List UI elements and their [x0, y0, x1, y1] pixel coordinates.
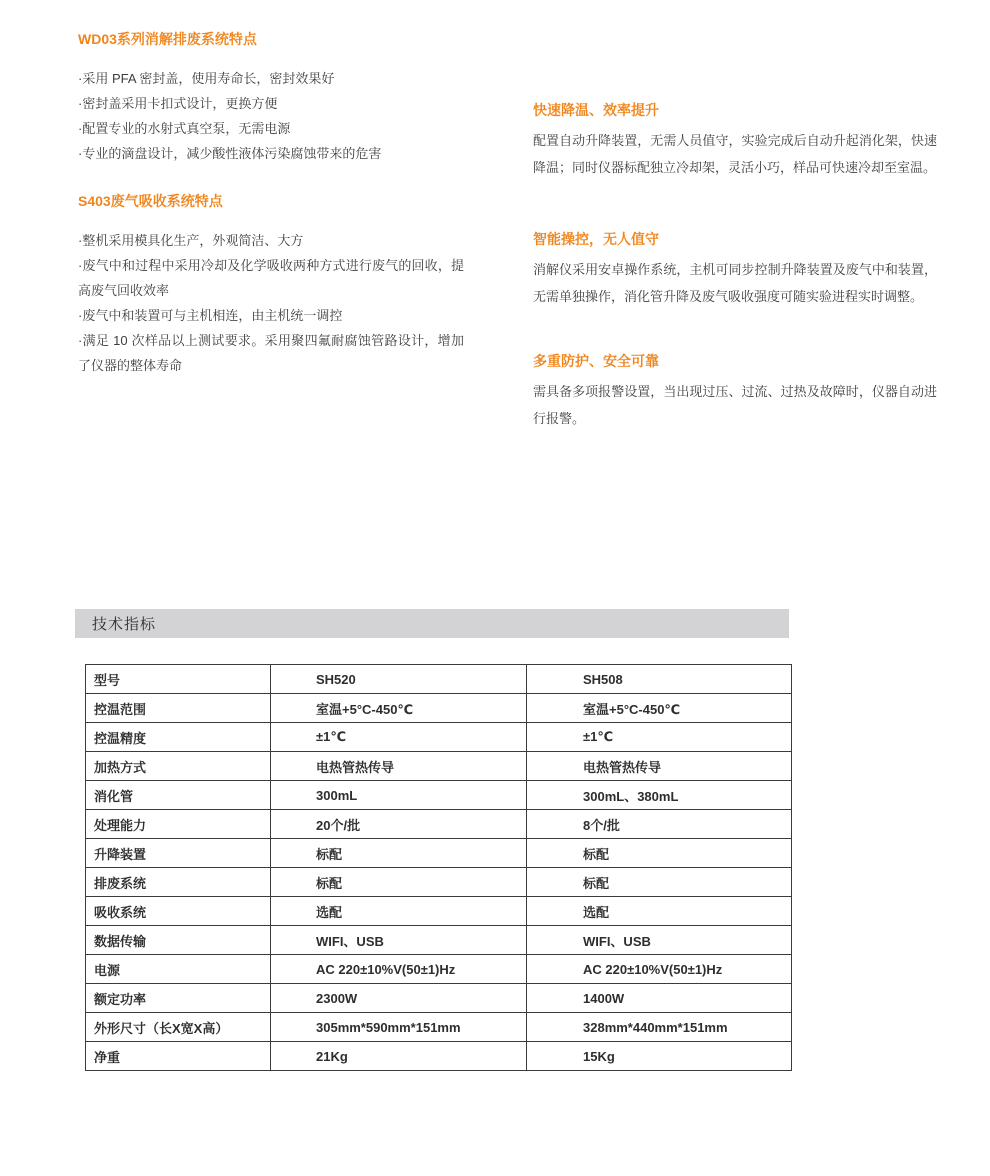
table-row [86, 752, 791, 781]
table-row [86, 723, 791, 752]
spec-label-cell: 控温精度 [94, 730, 147, 746]
section-body-fast-cooling: 配置自动升降装置，无需人员值守，实验完成后自动升起消化架，快速降温；同时仪器标配独立冷却架，灵活小巧，样品可快速冷却至室温。 [533, 133, 937, 175]
section-title-fast-cooling: 快速降温、效率提升 [533, 102, 659, 118]
spec-label-cell: 升降装置 [94, 846, 147, 862]
section-title-safety: 多重防护、安全可靠 [533, 353, 659, 369]
spec-sh508-cell: 电热管热传导 [526, 752, 791, 780]
spec-sh508-cell: 15Kg [526, 1042, 791, 1070]
table-row [86, 1042, 791, 1071]
table-row [86, 1013, 791, 1042]
spec-sh520-cell: 2300W [270, 984, 526, 1012]
spec-section-bar [75, 609, 789, 638]
spec-sh520-cell: 标配 [270, 868, 526, 896]
spec-label-cell: 处理能力 [94, 817, 147, 833]
spec-label-cell: 电源 [94, 962, 121, 978]
spec-sh520-cell: WIFI、USB [270, 926, 526, 954]
bullet-item: ·废气中和装置可与主机相连，由主机统一调控 [78, 308, 343, 323]
spec-sh520-cell: 21Kg [270, 1042, 526, 1070]
spec-sh508-cell: 1400W [526, 984, 791, 1012]
section-title-s403: S403废气吸收系统特点 [78, 193, 223, 209]
spec-sh508-cell: 标配 [526, 868, 791, 896]
spec-label-cell: 消化管 [94, 788, 134, 804]
bullet-item: ·采用 PFA 密封盖，使用寿命长，密封效果好 [78, 71, 335, 86]
table-row [86, 694, 791, 723]
table-row [86, 955, 791, 984]
table-row [86, 665, 791, 694]
bullet-item: ·专业的滴盘设计，减少酸性液体污染腐蚀带来的危害 [78, 146, 382, 161]
bullet-item: ·密封盖采用卡扣式设计，更换方便 [78, 96, 278, 111]
section-fast-cooling [533, 101, 937, 181]
spec-sh508-cell: 8个/批 [526, 810, 791, 838]
section-safety [533, 352, 937, 432]
table-row [86, 810, 791, 839]
section-wd03-features [78, 30, 464, 166]
spec-sh508-cell: ±1℃ [526, 723, 791, 751]
spec-sh508-cell: 300mL、380mL [526, 781, 791, 809]
spec-label-cell: 排废系统 [94, 875, 147, 891]
spec-label-cell: 加热方式 [94, 759, 147, 775]
bullet-item: ·废气中和过程中采用冷却及化学吸收两种方式进行废气的回收，提高废气回收效率 [78, 258, 464, 298]
bullet-item: ·整机采用模具化生产，外观简洁、大方 [78, 233, 304, 248]
section-s403-features [78, 192, 464, 378]
spec-sh520-cell: ±1℃ [270, 723, 526, 751]
spec-sh520-cell: 室温+5°C-450℃ [270, 694, 526, 722]
bullet-item: ·满足 10 次样品以上测试要求。采用聚四氟耐腐蚀管路设计，增加了仪器的整体寿命 [78, 333, 464, 373]
spec-label-cell: 外形尺寸（长X宽X高） [94, 1020, 229, 1036]
bullet-item: ·配置专业的水射式真空泵，无需电源 [78, 121, 291, 136]
spec-sh520-cell: SH520 [270, 665, 526, 693]
spec-sh520-cell: AC 220±10%V(50±1)Hz [270, 955, 526, 983]
spec-sh520-cell: 电热管热传导 [270, 752, 526, 780]
spec-label-cell: 净重 [94, 1049, 121, 1065]
table-row [86, 926, 791, 955]
spec-label-cell: 型号 [94, 672, 121, 688]
bullet-list-s403 [78, 228, 464, 378]
table-row [86, 839, 791, 868]
spec-sh520-cell: 标配 [270, 839, 526, 867]
spec-label-cell: 吸收系统 [94, 904, 147, 920]
section-title-wd03: WD03系列消解排废系统特点 [78, 31, 257, 47]
spec-sh520-cell: 选配 [270, 897, 526, 925]
spec-sh520-cell: 305mm*590mm*151mm [270, 1013, 526, 1041]
section-smart-control [533, 230, 937, 310]
table-row [86, 897, 791, 926]
spec-sh508-cell: AC 220±10%V(50±1)Hz [526, 955, 791, 983]
spec-table [85, 664, 792, 1071]
spec-sh520-cell: 20个/批 [270, 810, 526, 838]
bullet-list-wd03 [78, 66, 464, 166]
spec-sh508-cell: 标配 [526, 839, 791, 867]
spec-sh508-cell: 选配 [526, 897, 791, 925]
spec-sh508-cell: 室温+5°C-450℃ [526, 694, 791, 722]
table-row [86, 984, 791, 1013]
spec-sh520-cell: 300mL [270, 781, 526, 809]
section-body-smart-control: 消解仪采用安卓操作系统，主机可同步控制升降装置及废气中和装置，无需单独操作，消化管升降及废气吸收强度可随实验进程实时调整。 [533, 262, 937, 304]
spec-label-cell: 额定功率 [94, 991, 147, 1007]
spec-sh508-cell: 328mm*440mm*151mm [526, 1013, 791, 1041]
section-title-smart-control: 智能操控，无人值守 [533, 231, 659, 247]
spec-sh508-cell: SH508 [526, 665, 791, 693]
spec-sh508-cell: WIFI、USB [526, 926, 791, 954]
spec-section-title: 技术指标 [92, 616, 157, 633]
table-row [86, 781, 791, 810]
spec-label-cell: 控温范围 [94, 701, 147, 717]
spec-label-cell: 数据传输 [94, 933, 147, 949]
section-body-safety: 需具备多项报警设置，当出现过压、过流、过热及故障时，仪器自动进行报警。 [533, 384, 937, 426]
table-row [86, 868, 791, 897]
